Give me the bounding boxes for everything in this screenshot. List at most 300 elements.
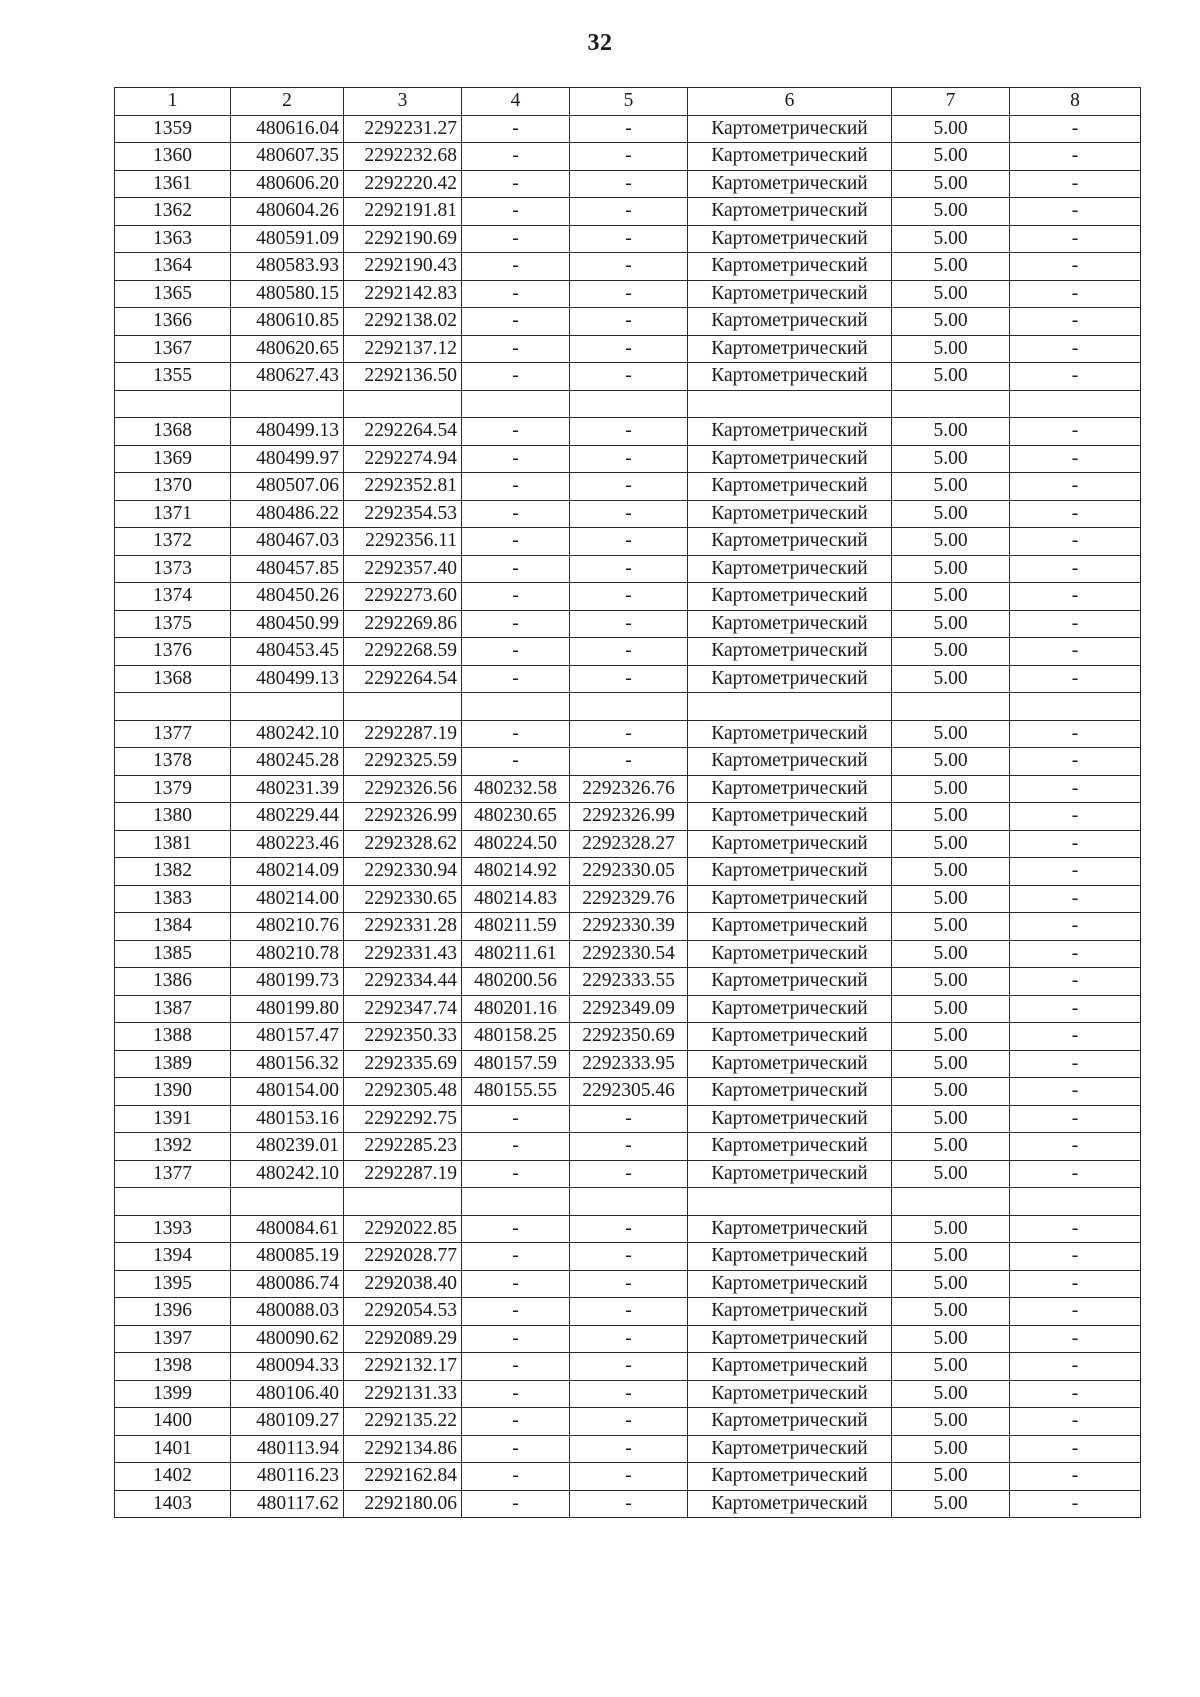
method-cell: Картометрический [688, 1215, 892, 1243]
x-coordinate-cell: 480499.13 [231, 418, 344, 446]
y-coordinate-cell: 2292137.12 [344, 335, 462, 363]
y-coordinate-cell: 2292190.69 [344, 225, 462, 253]
note-cell: - [1010, 143, 1141, 171]
table-row [115, 775, 1141, 803]
x-coordinate-cell: 480223.46 [231, 830, 344, 858]
x-coordinate-cell: 480085.19 [231, 1243, 344, 1271]
note-cell: - [1010, 1325, 1141, 1353]
y-coordinate-cell: 2292134.86 [344, 1435, 462, 1463]
precision-cell: 5.00 [892, 418, 1010, 446]
column-header: 1 [115, 88, 231, 116]
y-prev-coordinate-cell: - [570, 1353, 688, 1381]
x-prev-coordinate-cell: - [462, 1105, 570, 1133]
table-row [115, 1243, 1141, 1271]
x-prev-coordinate-cell: 480200.56 [462, 968, 570, 996]
y-prev-coordinate-cell: - [570, 748, 688, 776]
y-prev-coordinate-cell: 2292349.09 [570, 995, 688, 1023]
y-coordinate-cell: 2292330.94 [344, 858, 462, 886]
x-coordinate-cell: 480627.43 [231, 363, 344, 391]
y-coordinate-cell: 2292305.48 [344, 1078, 462, 1106]
point-number-cell: 1368 [115, 418, 231, 446]
y-coordinate-cell: 2292287.19 [344, 1160, 462, 1188]
precision-cell: 5.00 [892, 198, 1010, 226]
table-row [115, 555, 1141, 583]
x-prev-coordinate-cell: - [462, 1408, 570, 1436]
y-prev-coordinate-cell: - [570, 1380, 688, 1408]
x-prev-coordinate-cell [462, 390, 570, 418]
note-cell: - [1010, 775, 1141, 803]
point-number-cell: 1363 [115, 225, 231, 253]
y-prev-coordinate-cell: - [570, 1243, 688, 1271]
y-coordinate-cell: 2292135.22 [344, 1408, 462, 1436]
precision-cell: 5.00 [892, 1353, 1010, 1381]
method-cell: Картометрический [688, 143, 892, 171]
note-cell [1010, 1188, 1141, 1216]
x-coordinate-cell: 480583.93 [231, 253, 344, 281]
y-coordinate-cell: 2292132.17 [344, 1353, 462, 1381]
point-number-cell: 1376 [115, 638, 231, 666]
method-cell: Картометрический [688, 665, 892, 693]
table-row [115, 583, 1141, 611]
note-cell: - [1010, 885, 1141, 913]
y-coordinate-cell: 2292142.83 [344, 280, 462, 308]
y-prev-coordinate-cell: - [570, 1215, 688, 1243]
x-prev-coordinate-cell: - [462, 115, 570, 143]
precision-cell: 5.00 [892, 1215, 1010, 1243]
method-cell: Картометрический [688, 1298, 892, 1326]
x-coordinate-cell [231, 390, 344, 418]
precision-cell: 5.00 [892, 280, 1010, 308]
x-coordinate-cell: 480210.78 [231, 940, 344, 968]
x-coordinate-cell: 480450.99 [231, 610, 344, 638]
precision-cell: 5.00 [892, 1490, 1010, 1518]
column-header: 6 [688, 88, 892, 116]
x-coordinate-cell: 480109.27 [231, 1408, 344, 1436]
point-number-cell: 1367 [115, 335, 231, 363]
point-number-cell: 1374 [115, 583, 231, 611]
method-cell: Картометрический [688, 748, 892, 776]
x-prev-coordinate-cell: - [462, 1380, 570, 1408]
point-number-cell: 1396 [115, 1298, 231, 1326]
note-cell: - [1010, 803, 1141, 831]
note-cell: - [1010, 1050, 1141, 1078]
y-coordinate-cell: 2292335.69 [344, 1050, 462, 1078]
y-coordinate-cell: 2292231.27 [344, 115, 462, 143]
note-cell: - [1010, 500, 1141, 528]
method-cell: Картометрический [688, 1435, 892, 1463]
point-number-cell: 1360 [115, 143, 231, 171]
table-row [115, 1188, 1141, 1216]
method-cell: Картометрический [688, 638, 892, 666]
precision-cell: 5.00 [892, 115, 1010, 143]
x-prev-coordinate-cell: - [462, 610, 570, 638]
note-cell: - [1010, 1133, 1141, 1161]
precision-cell: 5.00 [892, 1380, 1010, 1408]
table-row [115, 720, 1141, 748]
x-prev-coordinate-cell: - [462, 418, 570, 446]
x-coordinate-cell: 480090.62 [231, 1325, 344, 1353]
coordinates-table [114, 87, 1141, 1518]
method-cell [688, 693, 892, 721]
y-prev-coordinate-cell: - [570, 638, 688, 666]
x-prev-coordinate-cell: - [462, 445, 570, 473]
note-cell: - [1010, 968, 1141, 996]
note-cell: - [1010, 913, 1141, 941]
y-prev-coordinate-cell: 2292305.46 [570, 1078, 688, 1106]
method-cell: Картометрический [688, 555, 892, 583]
y-prev-coordinate-cell: - [570, 473, 688, 501]
precision-cell: 5.00 [892, 913, 1010, 941]
point-number-cell: 1387 [115, 995, 231, 1023]
y-prev-coordinate-cell: - [570, 528, 688, 556]
table-row [115, 280, 1141, 308]
x-prev-coordinate-cell: - [462, 1160, 570, 1188]
table-row [115, 885, 1141, 913]
table-row [115, 308, 1141, 336]
point-number-cell: 1382 [115, 858, 231, 886]
precision-cell: 5.00 [892, 363, 1010, 391]
x-prev-coordinate-cell [462, 693, 570, 721]
y-coordinate-cell [344, 693, 462, 721]
x-coordinate-cell: 480199.73 [231, 968, 344, 996]
x-coordinate-cell [231, 1188, 344, 1216]
method-cell: Картометрический [688, 115, 892, 143]
x-prev-coordinate-cell: 480201.16 [462, 995, 570, 1023]
note-cell: - [1010, 638, 1141, 666]
precision-cell: 5.00 [892, 528, 1010, 556]
method-cell: Картометрический [688, 528, 892, 556]
y-coordinate-cell: 2292220.42 [344, 170, 462, 198]
point-number-cell: 1381 [115, 830, 231, 858]
x-prev-coordinate-cell: 480158.25 [462, 1023, 570, 1051]
y-prev-coordinate-cell: 2292333.55 [570, 968, 688, 996]
y-coordinate-cell: 2292190.43 [344, 253, 462, 281]
x-coordinate-cell: 480088.03 [231, 1298, 344, 1326]
x-prev-coordinate-cell: 480157.59 [462, 1050, 570, 1078]
precision-cell [892, 1188, 1010, 1216]
table-row [115, 198, 1141, 226]
precision-cell: 5.00 [892, 1270, 1010, 1298]
method-cell: Картометрический [688, 308, 892, 336]
y-coordinate-cell: 2292180.06 [344, 1490, 462, 1518]
point-number-cell: 1401 [115, 1435, 231, 1463]
note-cell: - [1010, 830, 1141, 858]
point-number-cell: 1386 [115, 968, 231, 996]
table-row [115, 1078, 1141, 1106]
y-prev-coordinate-cell [570, 1188, 688, 1216]
y-coordinate-cell: 2292285.23 [344, 1133, 462, 1161]
note-cell: - [1010, 418, 1141, 446]
point-number-cell: 1391 [115, 1105, 231, 1133]
y-coordinate-cell: 2292292.75 [344, 1105, 462, 1133]
precision-cell: 5.00 [892, 500, 1010, 528]
y-coordinate-cell: 2292089.29 [344, 1325, 462, 1353]
method-cell: Картометрический [688, 1133, 892, 1161]
x-coordinate-cell: 480486.22 [231, 500, 344, 528]
y-prev-coordinate-cell: - [570, 1325, 688, 1353]
y-coordinate-cell: 2292352.81 [344, 473, 462, 501]
note-cell: - [1010, 445, 1141, 473]
y-coordinate-cell: 2292264.54 [344, 665, 462, 693]
method-cell: Картометрический [688, 885, 892, 913]
table-row [115, 1023, 1141, 1051]
x-prev-coordinate-cell: - [462, 363, 570, 391]
point-number-cell: 1393 [115, 1215, 231, 1243]
x-prev-coordinate-cell: - [462, 143, 570, 171]
y-prev-coordinate-cell: - [570, 1463, 688, 1491]
y-prev-coordinate-cell: - [570, 1133, 688, 1161]
y-coordinate-cell: 2292022.85 [344, 1215, 462, 1243]
precision-cell: 5.00 [892, 308, 1010, 336]
note-cell: - [1010, 1105, 1141, 1133]
precision-cell: 5.00 [892, 555, 1010, 583]
table-row [115, 363, 1141, 391]
x-coordinate-cell: 480606.20 [231, 170, 344, 198]
note-cell: - [1010, 280, 1141, 308]
column-header: 5 [570, 88, 688, 116]
y-coordinate-cell: 2292331.43 [344, 940, 462, 968]
table-row [115, 170, 1141, 198]
y-prev-coordinate-cell: - [570, 610, 688, 638]
note-cell: - [1010, 940, 1141, 968]
point-number-cell: 1403 [115, 1490, 231, 1518]
method-cell: Картометрический [688, 170, 892, 198]
x-coordinate-cell: 480499.97 [231, 445, 344, 473]
x-coordinate-cell: 480084.61 [231, 1215, 344, 1243]
note-cell: - [1010, 225, 1141, 253]
precision-cell: 5.00 [892, 335, 1010, 363]
method-cell: Картометрический [688, 858, 892, 886]
note-cell: - [1010, 555, 1141, 583]
x-coordinate-cell: 480116.23 [231, 1463, 344, 1491]
y-prev-coordinate-cell: - [570, 363, 688, 391]
table-row [115, 253, 1141, 281]
point-number-cell: 1359 [115, 115, 231, 143]
y-prev-coordinate-cell: - [570, 500, 688, 528]
x-prev-coordinate-cell: - [462, 638, 570, 666]
note-cell: - [1010, 1353, 1141, 1381]
table-row [115, 1408, 1141, 1436]
column-header: 2 [231, 88, 344, 116]
note-cell: - [1010, 995, 1141, 1023]
method-cell: Картометрический [688, 253, 892, 281]
precision-cell: 5.00 [892, 720, 1010, 748]
precision-cell: 5.00 [892, 665, 1010, 693]
point-number-cell [115, 693, 231, 721]
method-cell: Картометрический [688, 418, 892, 446]
note-cell: - [1010, 1298, 1141, 1326]
precision-cell: 5.00 [892, 638, 1010, 666]
precision-cell: 5.00 [892, 170, 1010, 198]
method-cell: Картометрический [688, 335, 892, 363]
point-number-cell: 1377 [115, 1160, 231, 1188]
table-row [115, 1435, 1141, 1463]
y-coordinate-cell: 2292326.99 [344, 803, 462, 831]
y-prev-coordinate-cell: - [570, 253, 688, 281]
y-prev-coordinate-cell: - [570, 418, 688, 446]
x-coordinate-cell: 480580.15 [231, 280, 344, 308]
table-row [115, 638, 1141, 666]
table-row [115, 913, 1141, 941]
point-number-cell: 1370 [115, 473, 231, 501]
method-cell: Картометрический [688, 803, 892, 831]
y-prev-coordinate-cell: 2292326.99 [570, 803, 688, 831]
note-cell: - [1010, 1463, 1141, 1491]
point-number-cell: 1378 [115, 748, 231, 776]
column-header: 7 [892, 88, 1010, 116]
x-prev-coordinate-cell: - [462, 1298, 570, 1326]
x-prev-coordinate-cell: 480214.92 [462, 858, 570, 886]
y-prev-coordinate-cell: - [570, 335, 688, 363]
y-prev-coordinate-cell: 2292330.54 [570, 940, 688, 968]
point-number-cell [115, 1188, 231, 1216]
point-number-cell: 1372 [115, 528, 231, 556]
table-row [115, 1050, 1141, 1078]
method-cell: Картометрический [688, 1353, 892, 1381]
x-coordinate-cell: 480154.00 [231, 1078, 344, 1106]
y-coordinate-cell: 2292054.53 [344, 1298, 462, 1326]
note-cell: - [1010, 308, 1141, 336]
x-prev-coordinate-cell: - [462, 473, 570, 501]
x-prev-coordinate-cell: - [462, 500, 570, 528]
x-coordinate-cell: 480231.39 [231, 775, 344, 803]
method-cell: Картометрический [688, 445, 892, 473]
y-coordinate-cell: 2292273.60 [344, 583, 462, 611]
precision-cell: 5.00 [892, 143, 1010, 171]
precision-cell: 5.00 [892, 583, 1010, 611]
precision-cell: 5.00 [892, 1243, 1010, 1271]
x-coordinate-cell: 480467.03 [231, 528, 344, 556]
note-cell: - [1010, 473, 1141, 501]
x-prev-coordinate-cell: 480211.59 [462, 913, 570, 941]
y-prev-coordinate-cell: - [570, 280, 688, 308]
x-prev-coordinate-cell: - [462, 198, 570, 226]
table-row [115, 335, 1141, 363]
y-coordinate-cell: 2292326.56 [344, 775, 462, 803]
method-cell: Картометрический [688, 775, 892, 803]
x-prev-coordinate-cell: 480211.61 [462, 940, 570, 968]
x-coordinate-cell: 480113.94 [231, 1435, 344, 1463]
table-row [115, 968, 1141, 996]
point-number-cell: 1390 [115, 1078, 231, 1106]
method-cell: Картометрический [688, 583, 892, 611]
x-coordinate-cell: 480242.10 [231, 720, 344, 748]
x-coordinate-cell: 480156.32 [231, 1050, 344, 1078]
note-cell: - [1010, 748, 1141, 776]
x-coordinate-cell: 480499.13 [231, 665, 344, 693]
method-cell: Картометрический [688, 1270, 892, 1298]
x-prev-coordinate-cell: 480224.50 [462, 830, 570, 858]
point-number-cell: 1380 [115, 803, 231, 831]
point-number-cell: 1384 [115, 913, 231, 941]
table-row [115, 693, 1141, 721]
method-cell: Картометрический [688, 830, 892, 858]
y-prev-coordinate-cell: - [570, 665, 688, 693]
x-coordinate-cell: 480199.80 [231, 995, 344, 1023]
point-number-cell: 1383 [115, 885, 231, 913]
y-prev-coordinate-cell: - [570, 1490, 688, 1518]
x-coordinate-cell: 480604.26 [231, 198, 344, 226]
precision-cell: 5.00 [892, 885, 1010, 913]
x-prev-coordinate-cell: - [462, 308, 570, 336]
x-coordinate-cell: 480507.06 [231, 473, 344, 501]
y-coordinate-cell: 2292191.81 [344, 198, 462, 226]
point-number-cell: 1355 [115, 363, 231, 391]
method-cell: Картометрический [688, 610, 892, 638]
x-prev-coordinate-cell: - [462, 748, 570, 776]
method-cell: Картометрический [688, 720, 892, 748]
precision-cell: 5.00 [892, 1435, 1010, 1463]
method-cell: Картометрический [688, 1463, 892, 1491]
x-coordinate-cell [231, 693, 344, 721]
y-coordinate-cell: 2292287.19 [344, 720, 462, 748]
point-number-cell: 1368 [115, 665, 231, 693]
x-prev-coordinate-cell: - [462, 1463, 570, 1491]
x-prev-coordinate-cell: - [462, 555, 570, 583]
x-prev-coordinate-cell: - [462, 1270, 570, 1298]
table-row [115, 528, 1141, 556]
table-row [115, 115, 1141, 143]
x-coordinate-cell: 480239.01 [231, 1133, 344, 1161]
x-prev-coordinate-cell: - [462, 665, 570, 693]
table-row [115, 1133, 1141, 1161]
precision-cell: 5.00 [892, 748, 1010, 776]
table-row [115, 473, 1141, 501]
x-prev-coordinate-cell: - [462, 170, 570, 198]
x-prev-coordinate-cell: - [462, 253, 570, 281]
table-header-row [115, 88, 1141, 116]
table-row [115, 445, 1141, 473]
y-coordinate-cell: 2292138.02 [344, 308, 462, 336]
y-prev-coordinate-cell: - [570, 225, 688, 253]
table-row [115, 225, 1141, 253]
x-coordinate-cell: 480450.26 [231, 583, 344, 611]
precision-cell: 5.00 [892, 473, 1010, 501]
y-coordinate-cell: 2292028.77 [344, 1243, 462, 1271]
point-number-cell: 1402 [115, 1463, 231, 1491]
table-row [115, 1463, 1141, 1491]
y-prev-coordinate-cell: - [570, 1160, 688, 1188]
x-coordinate-cell: 480610.85 [231, 308, 344, 336]
precision-cell: 5.00 [892, 803, 1010, 831]
table-row [115, 418, 1141, 446]
table-row [115, 858, 1141, 886]
y-prev-coordinate-cell: - [570, 115, 688, 143]
method-cell [688, 1188, 892, 1216]
precision-cell: 5.00 [892, 830, 1010, 858]
y-prev-coordinate-cell: - [570, 1105, 688, 1133]
y-prev-coordinate-cell: - [570, 1298, 688, 1326]
page-number: 32 [587, 30, 613, 56]
x-coordinate-cell: 480153.16 [231, 1105, 344, 1133]
point-number-cell: 1379 [115, 775, 231, 803]
method-cell: Картометрический [688, 198, 892, 226]
y-coordinate-cell: 2292350.33 [344, 1023, 462, 1051]
method-cell: Картометрический [688, 500, 892, 528]
y-prev-coordinate-cell: - [570, 555, 688, 583]
y-coordinate-cell: 2292331.28 [344, 913, 462, 941]
x-coordinate-cell: 480094.33 [231, 1353, 344, 1381]
precision-cell [892, 693, 1010, 721]
x-coordinate-cell: 480607.35 [231, 143, 344, 171]
x-prev-coordinate-cell: - [462, 720, 570, 748]
note-cell: - [1010, 1215, 1141, 1243]
y-coordinate-cell: 2292136.50 [344, 363, 462, 391]
table-row [115, 940, 1141, 968]
point-number-cell [115, 390, 231, 418]
y-coordinate-cell: 2292330.65 [344, 885, 462, 913]
method-cell: Картометрический [688, 1023, 892, 1051]
